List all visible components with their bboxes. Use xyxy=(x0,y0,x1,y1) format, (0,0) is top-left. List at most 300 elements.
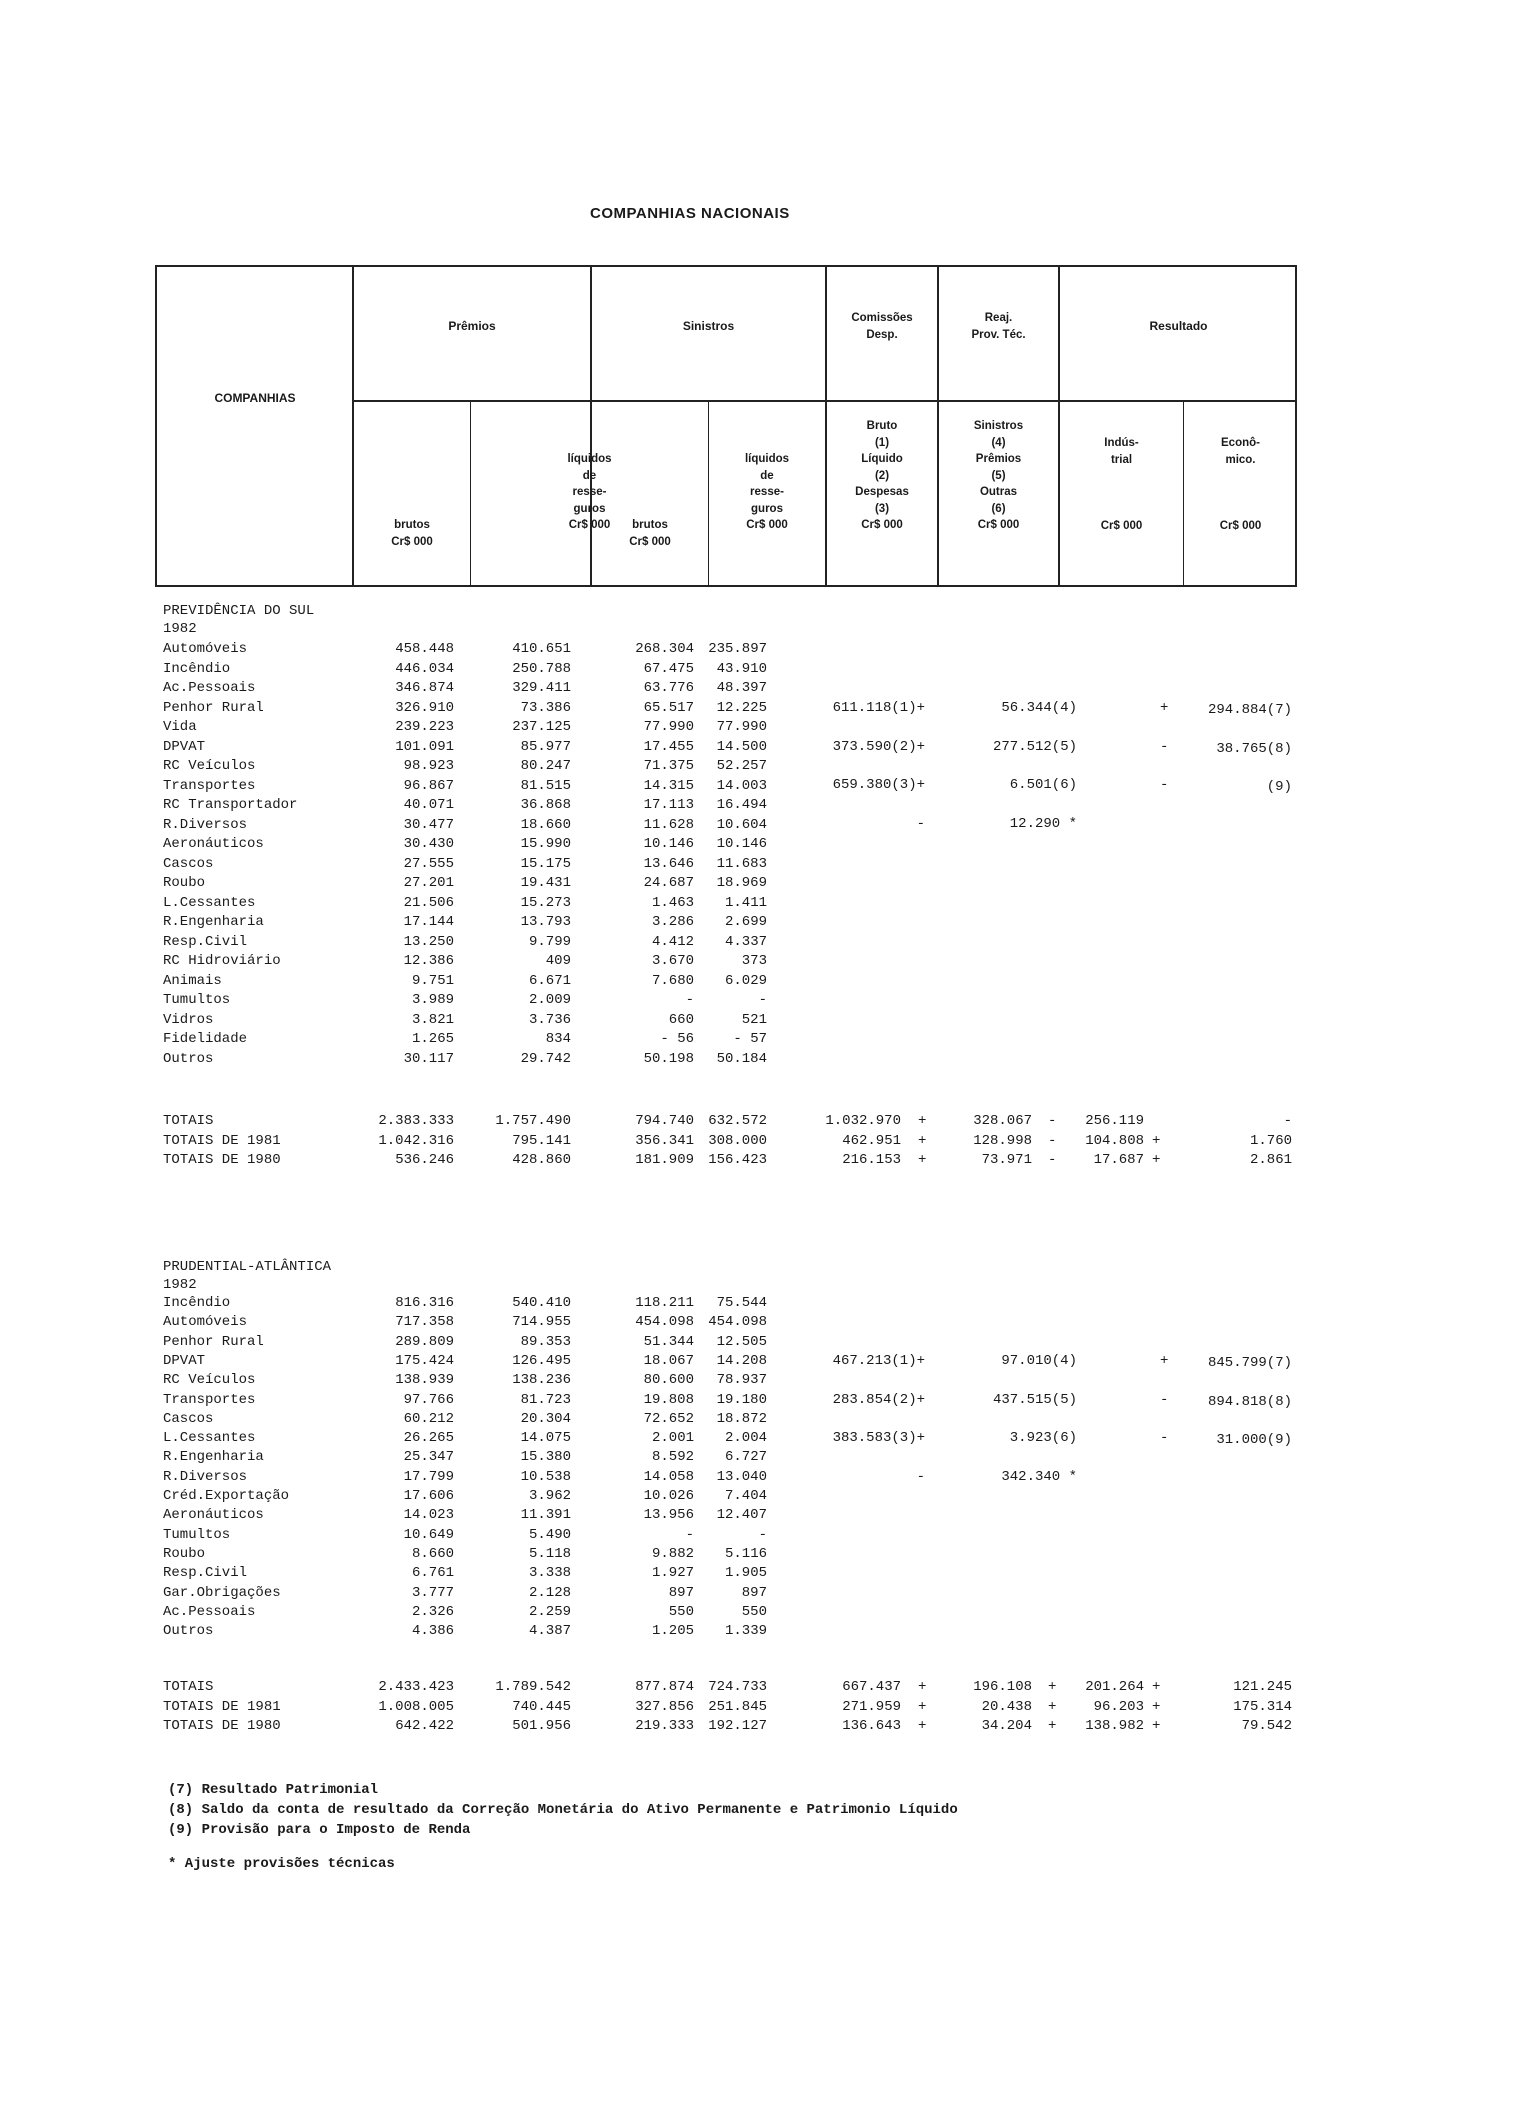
bruto-liquido-value: 462.951 xyxy=(842,1132,901,1149)
premios-liquidos: 1.789.542 xyxy=(495,1679,571,1695)
sinistros-liquidos: 5.116 xyxy=(724,1545,767,1562)
totals-label: TOTAIS xyxy=(163,1679,214,1695)
table-row xyxy=(0,835,1537,854)
sinistros-brutos: 14.315 xyxy=(643,777,694,794)
sinistros-liquidos: 632.572 xyxy=(708,1113,767,1129)
resultado-economico: (9) xyxy=(1266,779,1292,795)
row-label: R.Engenharia xyxy=(163,914,264,930)
premios-liquidos: 834 xyxy=(545,1031,571,1047)
premios-liquidos: 10.538 xyxy=(520,1468,571,1485)
table-row xyxy=(0,1391,1537,1410)
resultado-industrial: 104.808 xyxy=(1085,1132,1144,1149)
sinistros-liquidos: 454.098 xyxy=(708,1314,767,1331)
sinistros-liquidos: 251.845 xyxy=(708,1698,767,1715)
premios-brutos: 1.008.005 xyxy=(378,1698,454,1715)
table-row xyxy=(0,718,1537,737)
table-row xyxy=(0,952,1537,971)
premios-liquidos: 3.338 xyxy=(528,1565,571,1582)
totals-label: TOTAIS DE 1981 xyxy=(163,1132,281,1149)
premios-brutos: 2.326 xyxy=(411,1603,454,1620)
sinistros-liquidos: 2.699 xyxy=(724,914,767,930)
header-sinistros-brutos: brutos Cr$ 000 xyxy=(629,519,671,548)
reaj-value: 73.971 xyxy=(981,1152,1032,1168)
premios-liquidos: 11.391 xyxy=(520,1507,571,1524)
table-row xyxy=(0,757,1537,776)
resultado-sign: + xyxy=(1160,700,1169,716)
table-row xyxy=(0,699,1537,718)
premios-liquidos: 29.742 xyxy=(520,1050,571,1067)
row-label: Aeronáuticos xyxy=(163,836,264,852)
premios-liquidos: 540.410 xyxy=(512,1295,571,1311)
premios-brutos: 26.265 xyxy=(403,1430,454,1447)
sinistros-brutos: 550 xyxy=(668,1603,694,1620)
sinistros-liquidos: 18.872 xyxy=(716,1410,767,1427)
premios-brutos: 101.091 xyxy=(395,738,454,755)
table-row xyxy=(0,1410,1537,1429)
sign: + xyxy=(1152,1698,1161,1715)
sinistros-brutos: 1.463 xyxy=(651,894,694,911)
sign: + xyxy=(1048,1679,1057,1695)
premios-liquidos: 3.962 xyxy=(528,1488,571,1504)
table-row xyxy=(0,777,1537,796)
header-vline xyxy=(1058,265,1060,587)
sinistros-brutos: 50.198 xyxy=(643,1050,694,1067)
table-row xyxy=(0,972,1537,991)
sinistros-brutos: 80.600 xyxy=(643,1372,694,1389)
sinistros-brutos: 356.341 xyxy=(635,1132,694,1149)
sinistros-brutos: 13.956 xyxy=(643,1507,694,1524)
resultado-economico: 2.861 xyxy=(1249,1152,1292,1168)
sinistros-brutos: 17.455 xyxy=(643,738,694,755)
sign: - xyxy=(1048,1113,1057,1129)
table-row xyxy=(0,1294,1537,1313)
table-row xyxy=(0,1622,1537,1641)
row-label: Resp.Civil xyxy=(163,933,248,950)
premios-liquidos: 85.977 xyxy=(520,738,571,755)
premios-liquidos: 18.660 xyxy=(520,816,571,833)
sinistros-brutos: 63.776 xyxy=(643,680,694,696)
premios-liquidos: 81.723 xyxy=(520,1391,571,1408)
premios-brutos: 2.383.333 xyxy=(378,1113,454,1129)
table-row xyxy=(0,855,1537,874)
sinistros-brutos: 897 xyxy=(668,1584,694,1601)
table-row xyxy=(0,991,1537,1010)
sinistros-liquidos: 78.937 xyxy=(716,1372,767,1389)
sign: + xyxy=(1152,1718,1161,1734)
premios-brutos: 17.606 xyxy=(403,1488,454,1504)
footnote-7: (7) Resultado Patrimonial xyxy=(168,1782,379,1798)
sinistros-liquidos: 14.500 xyxy=(716,738,767,755)
table-row xyxy=(0,816,1537,835)
row-label: DPVAT xyxy=(163,738,206,755)
reaj-value: 97.010(4) xyxy=(1001,1353,1077,1369)
premios-brutos: 9.751 xyxy=(411,972,454,989)
sinistros-liquidos: 1.905 xyxy=(724,1565,767,1582)
resultado-economico: 294.884(7) xyxy=(1207,702,1292,718)
section-year: 1982 xyxy=(163,621,197,637)
sinistros-liquidos: 12.225 xyxy=(716,699,767,716)
premios-liquidos: 20.304 xyxy=(520,1410,571,1427)
bruto-liquido-value: 659.380(3)+ xyxy=(832,777,925,793)
sinistros-liquidos: 550 xyxy=(741,1603,767,1620)
sinistros-brutos: 181.909 xyxy=(635,1152,694,1168)
row-label: Animais xyxy=(163,972,222,989)
premios-liquidos: 428.860 xyxy=(512,1152,571,1168)
premios-brutos: 6.761 xyxy=(411,1565,454,1582)
premios-liquidos: 19.431 xyxy=(520,875,571,891)
sinistros-liquidos: 11.683 xyxy=(716,855,767,872)
table-row xyxy=(0,1487,1537,1506)
sinistros-liquidos: 19.180 xyxy=(716,1391,767,1408)
premios-brutos: 98.923 xyxy=(403,758,454,774)
resultado-economico: 894.818(8) xyxy=(1207,1393,1292,1410)
totals-label: TOTAIS xyxy=(163,1113,214,1129)
sinistros-brutos: 118.211 xyxy=(635,1295,694,1311)
resultado-economico: 1.760 xyxy=(1249,1132,1292,1149)
header-comissoes: Comissões Desp. xyxy=(851,312,913,341)
row-label: Outros xyxy=(163,1050,214,1067)
sinistros-brutos: 9.882 xyxy=(651,1545,694,1562)
premios-brutos: 21.506 xyxy=(403,894,454,911)
premios-liquidos: 126.495 xyxy=(512,1352,571,1369)
table-row xyxy=(0,1564,1537,1583)
sinistros-liquidos: 192.127 xyxy=(708,1718,767,1734)
sinistros-brutos: 17.113 xyxy=(643,797,694,813)
premios-brutos: 12.386 xyxy=(403,953,454,969)
sign: + xyxy=(918,1679,927,1695)
sinistros-brutos: 454.098 xyxy=(635,1314,694,1331)
page-title: COMPANHIAS NACIONAIS xyxy=(590,205,790,222)
table-row xyxy=(0,738,1537,757)
header-premios-brutos: brutos Cr$ 000 xyxy=(391,519,433,548)
sinistros-liquidos: - 57 xyxy=(733,1031,767,1047)
sinistros-brutos: - 56 xyxy=(660,1031,694,1047)
reaj-value: 342.340 * xyxy=(1001,1468,1077,1485)
table-row xyxy=(0,1545,1537,1564)
premios-brutos: 2.433.423 xyxy=(378,1679,454,1695)
bruto-liquido-value: - xyxy=(916,815,925,832)
resultado-industrial: 138.982 xyxy=(1085,1718,1144,1734)
reaj-value: 196.108 xyxy=(973,1679,1032,1695)
premios-liquidos: 714.955 xyxy=(512,1314,571,1331)
sinistros-liquidos: 77.990 xyxy=(716,719,767,735)
row-label: Fidelidade xyxy=(163,1031,248,1047)
header-premios-liquidos: líquidos de resse- guros Cr$ 000 xyxy=(567,453,612,531)
premios-liquidos: 138.236 xyxy=(512,1372,571,1389)
sinistros-liquidos: 156.423 xyxy=(708,1152,767,1168)
resultado-sign: - xyxy=(1160,738,1169,755)
resultado-economico: 38.765(8) xyxy=(1216,740,1292,757)
footnote-8: (8) Saldo da conta de resultado da Correção Monetária do Ativo Permanente e Patrimonio Líquido xyxy=(168,1802,958,1818)
table-row xyxy=(0,1313,1537,1332)
sinistros-liquidos: 14.208 xyxy=(716,1352,767,1369)
sign: + xyxy=(918,1132,927,1149)
sinistros-liquidos: - xyxy=(758,992,767,1008)
premios-liquidos: 795.141 xyxy=(512,1132,571,1149)
table-row xyxy=(0,796,1537,815)
bruto-liquido-value: 136.643 xyxy=(842,1718,901,1734)
table-row xyxy=(0,933,1537,952)
sinistros-brutos: 877.874 xyxy=(635,1679,694,1695)
header-bruto-liquido: Bruto (1) Líquido (2) Despesas (3) Cr$ 000 xyxy=(855,420,909,531)
sign: + xyxy=(1048,1698,1057,1715)
row-label: L.Cessantes xyxy=(163,894,256,911)
bruto-liquido-value: 373.590(2)+ xyxy=(832,738,925,755)
premios-liquidos: 5.118 xyxy=(528,1545,571,1562)
premios-liquidos: 5.490 xyxy=(528,1526,571,1543)
reaj-value: 128.998 xyxy=(973,1132,1032,1149)
resultado-industrial: 17.687 xyxy=(1093,1152,1144,1168)
sinistros-liquidos: 18.969 xyxy=(716,875,767,891)
bruto-liquido-value: 467.213(1)+ xyxy=(832,1353,925,1369)
sinistros-brutos: 2.001 xyxy=(651,1430,694,1447)
resultado-industrial: 96.203 xyxy=(1093,1698,1144,1715)
row-label: Vidros xyxy=(163,1011,214,1028)
sinistros-brutos: 1.927 xyxy=(651,1565,694,1582)
footnote-ajuste: * Ajuste provisões técnicas xyxy=(168,1856,395,1872)
table-row xyxy=(0,640,1537,659)
reaj-value: 12.290 * xyxy=(1009,815,1077,832)
sign: + xyxy=(918,1113,927,1129)
sign: - xyxy=(1048,1132,1057,1149)
row-label: Ac.Pessoais xyxy=(163,1603,256,1620)
table-row xyxy=(0,1584,1537,1603)
sign: + xyxy=(1152,1132,1161,1149)
premios-brutos: 14.023 xyxy=(403,1507,454,1524)
premios-brutos: 536.246 xyxy=(395,1152,454,1168)
sinistros-brutos: 14.058 xyxy=(643,1468,694,1485)
row-label: Vida xyxy=(163,719,197,735)
row-label: Tumultos xyxy=(163,992,231,1008)
sinistros-brutos: 67.475 xyxy=(643,660,694,677)
premios-brutos: 3.777 xyxy=(411,1584,454,1601)
resultado-sign: - xyxy=(1160,1430,1169,1446)
reaj-value: 34.204 xyxy=(981,1718,1032,1734)
resultado-economico: - xyxy=(1283,1113,1292,1129)
sinistros-brutos: 8.592 xyxy=(651,1449,694,1466)
row-label: Transportes xyxy=(163,1391,256,1408)
premios-brutos: 30.430 xyxy=(403,836,454,852)
premios-liquidos: 15.175 xyxy=(520,855,571,872)
row-label: Transportes xyxy=(163,777,256,794)
resultado-industrial: 201.264 xyxy=(1085,1679,1144,1695)
bruto-liquido-value: 667.437 xyxy=(842,1679,901,1695)
premios-brutos: 8.660 xyxy=(411,1545,454,1562)
premios-liquidos: 15.380 xyxy=(520,1449,571,1466)
row-label: R.Diversos xyxy=(163,816,248,833)
row-label: L.Cessantes xyxy=(163,1430,256,1447)
sinistros-brutos: 72.652 xyxy=(643,1410,694,1427)
premios-brutos: 10.649 xyxy=(403,1526,454,1543)
sinistros-brutos: 327.856 xyxy=(635,1698,694,1715)
sinistros-brutos: 219.333 xyxy=(635,1718,694,1734)
reaj-value: 277.512(5) xyxy=(992,738,1077,755)
sinistros-brutos: 10.026 xyxy=(643,1488,694,1504)
reaj-value: 20.438 xyxy=(981,1698,1032,1715)
sign: + xyxy=(918,1152,927,1168)
sinistros-brutos: 24.687 xyxy=(643,875,694,891)
row-label: Cascos xyxy=(163,1410,214,1427)
table-row xyxy=(0,913,1537,932)
row-label: Penhor Rural xyxy=(163,1333,264,1350)
premios-brutos: 17.799 xyxy=(403,1468,454,1485)
sign: + xyxy=(1048,1718,1057,1734)
premios-liquidos: 9.799 xyxy=(528,933,571,950)
row-label: Tumultos xyxy=(163,1526,231,1543)
row-label: Créd.Exportação xyxy=(163,1488,290,1504)
premios-brutos: 1.042.316 xyxy=(378,1132,454,1149)
premios-liquidos: 237.125 xyxy=(512,719,571,735)
premios-liquidos: 81.515 xyxy=(520,777,571,794)
sinistros-liquidos: 50.184 xyxy=(716,1050,767,1067)
header-reaj: Reaj. Prov. Téc. xyxy=(971,312,1026,341)
header-companhias: COMPANHIAS xyxy=(214,391,296,405)
sign: + xyxy=(1152,1152,1161,1168)
sinistros-liquidos: 7.404 xyxy=(724,1488,767,1504)
sinistros-brutos: - xyxy=(685,992,694,1008)
sinistros-liquidos: 521 xyxy=(741,1011,767,1028)
table-header xyxy=(155,265,1297,587)
bruto-liquido-value: 383.583(3)+ xyxy=(832,1430,925,1446)
header-economico: Econô- mico. Cr$ 000 xyxy=(1219,437,1262,532)
sinistros-brutos: 3.670 xyxy=(651,953,694,969)
premios-liquidos: 740.445 xyxy=(512,1698,571,1715)
reaj-value: 56.344(4) xyxy=(1001,700,1077,716)
header-sinistros: Sinistros xyxy=(682,319,735,333)
table-row xyxy=(0,894,1537,913)
table-row xyxy=(0,660,1537,679)
row-label: Automóveis xyxy=(163,1314,248,1331)
header-industrial: Indús- trial Cr$ 000 xyxy=(1100,437,1143,532)
sinistros-brutos: - xyxy=(685,1526,694,1543)
header-sinistros-liquidos: líquidos de resse- guros Cr$ 000 xyxy=(744,453,790,531)
row-label: Roubo xyxy=(163,875,206,891)
row-label: Outros xyxy=(163,1623,214,1640)
row-label: Penhor Rural xyxy=(163,699,264,716)
table-row xyxy=(0,1030,1537,1049)
premios-brutos: 239.223 xyxy=(395,719,454,735)
sinistros-liquidos: 2.004 xyxy=(724,1430,767,1447)
premios-liquidos: 73.386 xyxy=(520,699,571,716)
table-row xyxy=(0,1506,1537,1525)
sinistros-liquidos: 4.337 xyxy=(724,933,767,950)
sign: + xyxy=(918,1698,927,1715)
row-label: Roubo xyxy=(163,1545,206,1562)
premios-liquidos: 4.387 xyxy=(528,1623,571,1640)
sign: + xyxy=(1152,1679,1161,1695)
row-label: Incêndio xyxy=(163,660,231,677)
bruto-liquido-value: 271.959 xyxy=(842,1698,901,1715)
sinistros-brutos: 11.628 xyxy=(643,816,694,833)
premios-brutos: 175.424 xyxy=(395,1352,454,1369)
premios-liquidos: 3.736 xyxy=(528,1011,571,1028)
table-row xyxy=(0,1050,1537,1069)
resultado-economico: 79.542 xyxy=(1241,1718,1292,1734)
sinistros-liquidos: 10.146 xyxy=(716,836,767,852)
premios-liquidos: 501.956 xyxy=(512,1718,571,1734)
sinistros-liquidos: 6.727 xyxy=(724,1449,767,1466)
premios-liquidos: 6.671 xyxy=(528,972,571,989)
sinistros-liquidos: 12.505 xyxy=(716,1333,767,1350)
premios-brutos: 3.989 xyxy=(411,992,454,1008)
sinistros-brutos: 77.990 xyxy=(643,719,694,735)
sinistros-liquidos: 43.910 xyxy=(716,660,767,677)
resultado-economico: 121.245 xyxy=(1233,1679,1292,1695)
premios-brutos: 138.939 xyxy=(395,1372,454,1389)
reaj-value: 328.067 xyxy=(973,1113,1032,1129)
premios-brutos: 717.358 xyxy=(395,1314,454,1331)
resultado-economico: 845.799(7) xyxy=(1207,1355,1292,1371)
sinistros-brutos: 65.517 xyxy=(643,699,694,716)
row-label: RC Veículos xyxy=(163,758,256,774)
sinistros-liquidos: 1.411 xyxy=(724,894,767,911)
bruto-liquido-value: - xyxy=(916,1468,925,1485)
sinistros-liquidos: 235.897 xyxy=(708,641,767,657)
premios-brutos: 3.821 xyxy=(411,1011,454,1028)
totals-label: TOTAIS DE 1980 xyxy=(163,1152,281,1168)
premios-brutos: 97.766 xyxy=(403,1391,454,1408)
sinistros-liquidos: 52.257 xyxy=(716,758,767,774)
sinistros-brutos: 13.646 xyxy=(643,855,694,872)
sinistros-brutos: 10.146 xyxy=(643,836,694,852)
sinistros-liquidos: 897 xyxy=(741,1584,767,1601)
premios-brutos: 289.809 xyxy=(395,1333,454,1350)
sinistros-liquidos: 373 xyxy=(741,953,767,969)
premios-brutos: 40.071 xyxy=(403,797,454,813)
sinistros-brutos: 18.067 xyxy=(643,1352,694,1369)
premios-brutos: 4.386 xyxy=(411,1623,454,1640)
premios-liquidos: 15.990 xyxy=(520,836,571,852)
reaj-value: 6.501(6) xyxy=(1009,777,1077,793)
sign: + xyxy=(918,1718,927,1734)
premios-brutos: 816.316 xyxy=(395,1295,454,1311)
sinistros-liquidos: 75.544 xyxy=(716,1295,767,1311)
sinistros-brutos: 51.344 xyxy=(643,1333,694,1350)
table-row xyxy=(0,1333,1537,1352)
sinistros-liquidos: 16.494 xyxy=(716,797,767,813)
premios-brutos: 27.555 xyxy=(403,855,454,872)
premios-brutos: 30.117 xyxy=(403,1050,454,1067)
row-label: R.Engenharia xyxy=(163,1449,264,1466)
sinistros-liquidos: - xyxy=(758,1526,767,1543)
resultado-economico: 175.314 xyxy=(1233,1698,1292,1715)
table-row xyxy=(0,874,1537,893)
section-year: 1982 xyxy=(163,1277,197,1293)
premios-liquidos: 89.353 xyxy=(520,1333,571,1350)
premios-brutos: 60.212 xyxy=(403,1410,454,1427)
resultado-economico: 31.000(9) xyxy=(1216,1432,1292,1448)
section-title: PRUDENTIAL-ATLÂNTICA xyxy=(163,1259,332,1275)
sinistros-liquidos: 12.407 xyxy=(716,1507,767,1524)
row-label: Ac.Pessoais xyxy=(163,680,256,696)
premios-liquidos: 2.009 xyxy=(528,992,571,1008)
table-row xyxy=(0,679,1537,698)
premios-brutos: 30.477 xyxy=(403,816,454,833)
header-resultado: Resultado xyxy=(1149,319,1208,333)
premios-liquidos: 80.247 xyxy=(520,758,571,774)
sinistros-liquidos: 724.733 xyxy=(708,1679,767,1695)
sign: - xyxy=(1048,1152,1057,1168)
sinistros-brutos: 268.304 xyxy=(635,641,694,657)
premios-brutos: 96.867 xyxy=(403,777,454,794)
table-row xyxy=(0,1429,1537,1448)
sinistros-brutos: 1.205 xyxy=(651,1623,694,1640)
header-premios: Prêmios xyxy=(448,319,496,333)
sinistros-brutos: 7.680 xyxy=(651,972,694,989)
table-row xyxy=(0,1352,1537,1371)
premios-brutos: 25.347 xyxy=(403,1449,454,1466)
header-sinistros-premios: Sinistros (4) Prêmios (5) Outras (6) Cr$ 000 xyxy=(973,420,1024,531)
